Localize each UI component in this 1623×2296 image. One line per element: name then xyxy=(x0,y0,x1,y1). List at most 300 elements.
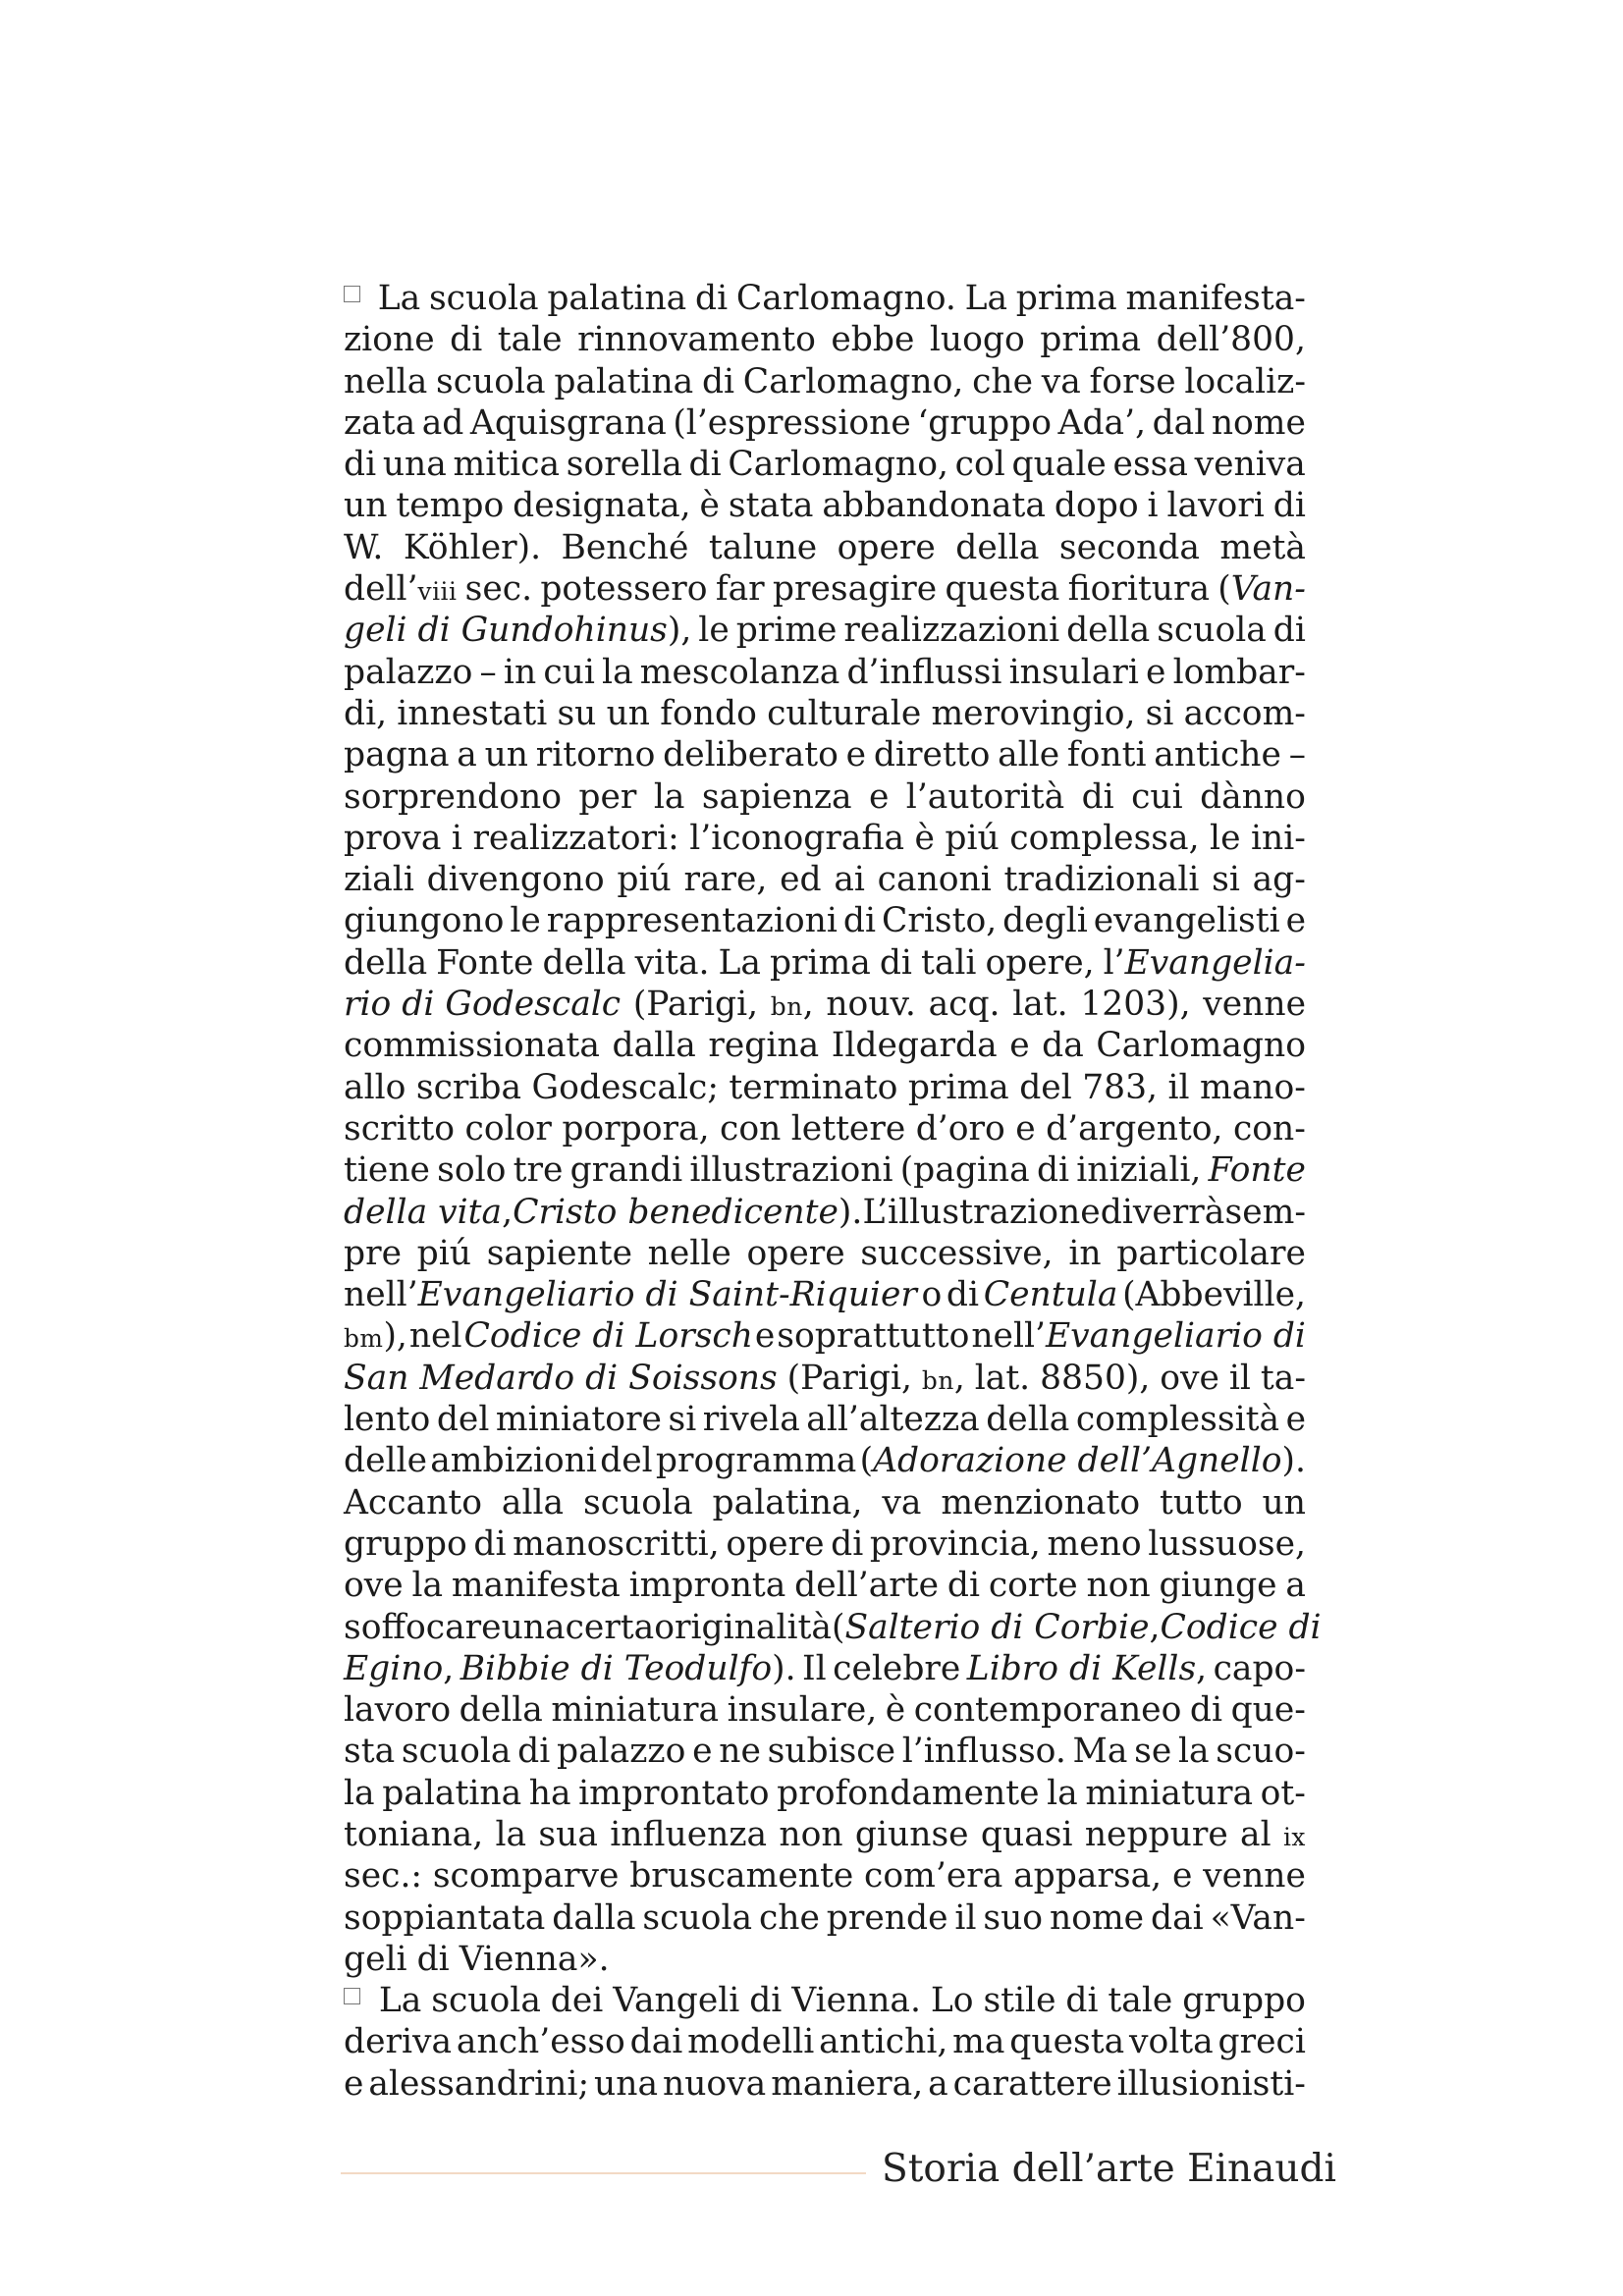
text-run: ag- xyxy=(1252,860,1306,900)
word xyxy=(831,319,914,360)
text-run: scuola xyxy=(435,361,546,401)
word xyxy=(1146,652,1165,693)
word xyxy=(1167,1067,1189,1108)
word xyxy=(941,1482,1140,1523)
text-run: Accanto xyxy=(344,1482,482,1522)
text-run: piú xyxy=(945,818,1000,858)
word xyxy=(536,734,656,775)
text-run: ma xyxy=(952,2022,1005,2062)
text-run: la xyxy=(653,776,685,817)
word xyxy=(417,1233,471,1274)
text-run: essa xyxy=(1112,445,1188,485)
text-run: ( xyxy=(1217,569,1231,610)
word xyxy=(344,402,415,444)
word xyxy=(692,1731,712,1772)
word xyxy=(344,1358,778,1399)
text-run: e xyxy=(1171,1856,1193,1896)
word xyxy=(713,1482,863,1523)
text-run: , xyxy=(802,985,814,1025)
word xyxy=(967,1648,1207,1689)
word xyxy=(344,444,376,485)
text-run: Vienna. xyxy=(791,1981,921,2021)
text-run: del xyxy=(600,1441,653,1481)
text-run: nel xyxy=(408,1316,462,1357)
text-run: grandi xyxy=(569,1150,683,1191)
word xyxy=(1251,818,1306,859)
text-run: di xyxy=(701,361,735,401)
text-run: La xyxy=(964,279,1008,318)
word xyxy=(1087,1565,1151,1606)
word xyxy=(984,1274,1118,1315)
text-run: innestati xyxy=(397,693,548,733)
word xyxy=(344,1233,402,1274)
text-run: (Abbeville, xyxy=(1122,1275,1306,1315)
word xyxy=(1283,1814,1306,1858)
word xyxy=(660,693,757,734)
word xyxy=(344,1689,451,1731)
text-run: pagna xyxy=(344,735,450,775)
word xyxy=(344,1440,427,1481)
word xyxy=(409,1315,462,1357)
word xyxy=(513,1523,720,1565)
word xyxy=(953,2063,1112,2105)
word xyxy=(480,652,497,693)
text-run: la xyxy=(1047,1773,1078,1813)
word xyxy=(538,1814,598,1855)
word xyxy=(1122,1274,1306,1315)
word xyxy=(404,527,541,568)
text-run: Carlomagno xyxy=(1096,1026,1306,1066)
word xyxy=(945,568,1059,610)
text-run: a xyxy=(457,735,477,775)
word xyxy=(1200,1067,1306,1108)
word xyxy=(831,1523,863,1565)
word xyxy=(1212,859,1240,900)
text-line xyxy=(344,485,1306,526)
text-line xyxy=(344,1399,1306,1440)
word xyxy=(654,1607,832,1648)
word xyxy=(496,1399,662,1440)
text-run: (pagina xyxy=(899,1150,1030,1191)
text-run: di xyxy=(947,1566,980,1606)
word xyxy=(463,1315,753,1357)
word xyxy=(368,2063,589,2105)
text-run: è xyxy=(699,486,720,526)
word xyxy=(972,361,1033,402)
text-run: Il xyxy=(802,1648,827,1688)
text-run: Vienna». xyxy=(459,1939,610,1979)
text-run: metà xyxy=(1219,527,1306,567)
word xyxy=(1066,610,1150,651)
word xyxy=(917,402,1052,444)
text-run: complessa, xyxy=(1009,818,1200,858)
text-run: originalità xyxy=(654,1607,832,1647)
text-run: ( xyxy=(859,1441,874,1481)
text-run: opere xyxy=(726,1523,825,1564)
text-run: iniziali, xyxy=(1076,1150,1202,1191)
word xyxy=(749,1980,782,2021)
word xyxy=(1076,1399,1279,1440)
word xyxy=(838,527,936,568)
word xyxy=(874,734,991,775)
text-run: un xyxy=(606,693,651,733)
word xyxy=(971,1315,1306,1357)
word xyxy=(746,1233,844,1274)
text-line xyxy=(344,1149,1306,1191)
text-run: dell’ xyxy=(344,569,418,610)
text-run: e xyxy=(1285,901,1306,941)
text-run: mescolanza xyxy=(639,652,840,692)
text-run: prima xyxy=(1040,320,1142,360)
text-run: luogo xyxy=(929,320,1025,360)
word xyxy=(402,1731,512,1772)
word xyxy=(566,1607,655,1648)
text-run: lettere xyxy=(790,1108,906,1148)
word xyxy=(344,984,621,1025)
text-run: tempo xyxy=(396,486,505,526)
text-line xyxy=(344,319,1306,360)
word xyxy=(1042,361,1081,402)
text-run: rare, xyxy=(683,860,768,900)
text-run: Ma xyxy=(1072,1732,1128,1772)
text-run: a xyxy=(928,2063,948,2104)
text-run: manoscritti, xyxy=(513,1523,720,1564)
text-run: fonti xyxy=(1066,735,1147,775)
word xyxy=(755,1315,775,1357)
text-run: opere xyxy=(837,527,936,567)
text-run: contemporaneo xyxy=(913,1690,1182,1731)
body-text xyxy=(344,278,1322,2105)
text-run: Köhler). xyxy=(403,527,542,567)
word xyxy=(430,1440,597,1481)
text-run: palatina, xyxy=(712,1482,863,1522)
text-run: tiene xyxy=(344,1150,430,1191)
text-run: prime xyxy=(735,611,838,651)
word xyxy=(1117,2063,1306,2105)
word xyxy=(1253,859,1306,900)
word xyxy=(794,1565,939,1606)
text-run: rivela xyxy=(702,1400,800,1440)
word xyxy=(344,1192,513,1233)
text-run: corte xyxy=(988,1566,1078,1606)
word xyxy=(728,1689,878,1731)
text-run: d’oro xyxy=(915,1108,1005,1148)
word xyxy=(663,2063,766,2105)
word xyxy=(513,485,691,526)
text-run: di xyxy=(749,1981,783,2021)
text-run: profondamente xyxy=(777,1773,1040,1813)
word xyxy=(869,776,889,818)
text-run: Evangeliario di xyxy=(1045,1316,1306,1357)
text-run: sapiente xyxy=(486,1233,632,1273)
word xyxy=(689,1149,893,1191)
text-run: volta xyxy=(1128,2022,1214,2062)
text-run: tali xyxy=(920,942,977,983)
text-run: viii xyxy=(417,577,458,607)
word xyxy=(855,1814,969,1855)
text-run: miniatore xyxy=(495,1400,662,1440)
word xyxy=(1101,1192,1225,1233)
text-run: Centula xyxy=(983,1275,1118,1315)
word xyxy=(532,1067,719,1108)
text-run: dell’arte xyxy=(794,1566,940,1606)
text-run: anch’esso xyxy=(456,2022,625,2062)
text-run: e xyxy=(344,2063,364,2104)
text-run: e xyxy=(1009,1026,1030,1066)
text-run: subisce xyxy=(767,1732,896,1772)
word xyxy=(344,900,504,941)
text-run: – xyxy=(479,652,497,692)
word xyxy=(718,942,760,984)
text-run: scomparve xyxy=(432,1856,620,1896)
word xyxy=(454,444,561,485)
text-run: que- xyxy=(1230,1690,1306,1731)
word xyxy=(436,942,533,984)
text-run: il xyxy=(954,1897,977,1938)
text-run: solo xyxy=(437,1150,507,1191)
text-run: manifesta- xyxy=(1125,279,1306,318)
word xyxy=(344,1523,467,1565)
word xyxy=(1229,1358,1251,1399)
word xyxy=(1068,1233,1101,1274)
word xyxy=(656,1440,857,1481)
text-run: di xyxy=(1189,1690,1223,1731)
word xyxy=(344,942,427,984)
text-run: in xyxy=(503,652,537,692)
word xyxy=(344,1149,430,1191)
word xyxy=(344,568,457,613)
text-run: ove xyxy=(1160,1358,1219,1398)
text-run: 8850), xyxy=(1040,1358,1151,1398)
word xyxy=(1273,610,1306,651)
word xyxy=(1042,1025,1084,1066)
text-run: ta- xyxy=(1260,1358,1306,1398)
word xyxy=(1153,402,1206,444)
text-run: ziali xyxy=(344,860,414,900)
word xyxy=(1058,402,1147,444)
word xyxy=(819,2021,947,2062)
text-run: vita. xyxy=(634,942,710,983)
word xyxy=(436,361,546,402)
word xyxy=(344,1980,369,2021)
word xyxy=(433,1855,620,1896)
text-run: zata xyxy=(344,402,416,443)
text-run: dai xyxy=(1150,1897,1204,1938)
text-run: geli di Gundohinus xyxy=(344,611,668,651)
text-run: i xyxy=(1147,486,1159,526)
word xyxy=(344,319,435,360)
text-run: gruppo xyxy=(1182,1981,1306,2021)
word xyxy=(1160,1565,1277,1606)
text-run: Evangelia- xyxy=(1124,942,1306,983)
text-run: delle xyxy=(344,1441,427,1481)
word xyxy=(702,776,852,818)
text-run: giungono xyxy=(344,901,505,941)
text-line xyxy=(344,1980,1306,2021)
text-run: per xyxy=(578,776,637,817)
text-run: La xyxy=(718,942,761,983)
text-run: dalla xyxy=(612,1026,696,1066)
word xyxy=(1184,693,1306,734)
text-run: localiz- xyxy=(1184,361,1306,401)
text-run: Van- xyxy=(1230,569,1306,610)
text-run: l’influsso. xyxy=(901,1732,1066,1772)
text-run: le xyxy=(698,611,730,651)
text-run: questa xyxy=(1009,2022,1125,2062)
text-run: e xyxy=(754,1316,776,1357)
text-run: tale xyxy=(497,320,563,360)
text-run: geli xyxy=(344,1939,407,1979)
word xyxy=(551,1689,719,1731)
word xyxy=(422,402,464,444)
text-run: dell’800, xyxy=(1156,320,1306,360)
text-run: e xyxy=(845,735,867,775)
text-run: prima xyxy=(907,1067,1009,1107)
word xyxy=(1125,278,1306,319)
text-run: di xyxy=(831,1523,864,1564)
text-line xyxy=(344,2021,1306,2062)
text-run: una xyxy=(382,445,447,485)
text-run: Aquisgrana xyxy=(469,402,667,443)
text-run: venne xyxy=(1203,1856,1306,1896)
text-line xyxy=(344,1565,1306,1606)
word xyxy=(860,1440,1306,1481)
word xyxy=(594,2063,658,2105)
word xyxy=(862,1192,1100,1233)
text-run: Cristo benedicente xyxy=(513,1192,839,1232)
word xyxy=(729,485,814,526)
text-run: di xyxy=(1272,486,1306,526)
text-run: della xyxy=(1066,611,1151,651)
text-run: a xyxy=(1285,1566,1306,1606)
text-line xyxy=(344,278,1306,319)
word xyxy=(716,568,765,610)
text-run: un xyxy=(344,486,388,526)
text-run: manifesta xyxy=(451,1566,621,1606)
text-run: su xyxy=(557,693,597,733)
word xyxy=(450,319,482,360)
text-run: bm xyxy=(344,1324,384,1354)
text-run: diretto xyxy=(873,735,991,775)
word xyxy=(1157,610,1267,651)
word xyxy=(1047,1773,1078,1814)
text-run: ot- xyxy=(1260,1773,1306,1813)
text-run: ed xyxy=(780,860,822,900)
text-run: e xyxy=(1015,1108,1036,1148)
word xyxy=(791,1980,921,2021)
word xyxy=(1178,1731,1210,1772)
word xyxy=(1240,1814,1271,1855)
text-run: 1203), xyxy=(1080,985,1191,1025)
word xyxy=(843,610,1059,651)
text-run: , xyxy=(953,1358,965,1398)
word xyxy=(344,278,369,319)
word xyxy=(1289,734,1306,775)
text-run: zione xyxy=(344,320,435,360)
section-square-icon xyxy=(344,1988,360,2004)
word xyxy=(577,319,816,360)
word xyxy=(396,485,504,526)
word xyxy=(600,1440,653,1481)
text-run: se xyxy=(1134,1732,1172,1772)
word xyxy=(900,1149,1030,1191)
word xyxy=(1131,776,1183,818)
word xyxy=(379,1980,421,2021)
text-run: ne xyxy=(719,1732,761,1772)
word xyxy=(1046,1108,1222,1149)
text-run: 783, xyxy=(1082,1067,1159,1107)
word xyxy=(770,942,871,984)
word xyxy=(529,1773,571,1814)
word xyxy=(1157,319,1306,360)
word xyxy=(689,444,722,485)
text-run: antichi, xyxy=(819,2022,948,2062)
word xyxy=(1231,1689,1306,1731)
word xyxy=(429,278,539,319)
word xyxy=(886,1689,905,1731)
word xyxy=(832,1025,998,1066)
text-run: d’argento, xyxy=(1046,1108,1223,1148)
text-run: certa xyxy=(565,1607,655,1647)
word xyxy=(1166,485,1264,526)
text-run: W. xyxy=(344,527,384,567)
word xyxy=(695,278,728,319)
text-run: culturale xyxy=(767,693,922,733)
word xyxy=(683,859,767,900)
text-run: illusionisti- xyxy=(1116,2063,1306,2104)
word xyxy=(843,900,876,941)
word xyxy=(513,1192,862,1233)
text-run: merovingio, xyxy=(931,693,1136,733)
text-run: si xyxy=(668,1400,697,1440)
text-run: deriva xyxy=(344,2022,453,2062)
text-run: la xyxy=(411,1566,444,1606)
text-run: rio di Godescalc xyxy=(344,985,622,1025)
text-run: all’altezza xyxy=(806,1400,980,1440)
text-run: miniatura xyxy=(551,1690,720,1731)
word xyxy=(344,1108,455,1149)
word xyxy=(613,1025,696,1066)
text-run: il xyxy=(1167,1067,1190,1107)
text-run: Salterio di Corbie xyxy=(844,1607,1150,1647)
word xyxy=(344,1315,407,1360)
text-run: una xyxy=(594,2063,659,2104)
word xyxy=(578,776,636,818)
word xyxy=(1154,734,1281,775)
word xyxy=(1073,1731,1128,1772)
word xyxy=(806,1399,979,1440)
word xyxy=(1047,1523,1141,1565)
word xyxy=(427,859,605,900)
text-line xyxy=(344,1814,1306,1855)
word xyxy=(908,1067,1009,1108)
text-run: un xyxy=(1262,1482,1306,1522)
word xyxy=(929,984,1001,1025)
text-run: allo xyxy=(344,1067,406,1107)
text-run: «Van- xyxy=(1210,1897,1306,1938)
text-line xyxy=(344,1233,1306,1274)
text-run: prima xyxy=(1015,279,1117,318)
text-run: opere xyxy=(746,1233,845,1273)
text-run: dai xyxy=(629,2022,683,2062)
word xyxy=(736,610,838,651)
text-run: da xyxy=(1042,1026,1084,1066)
text-run: prima xyxy=(769,942,871,983)
text-run: toniana, xyxy=(344,1814,484,1854)
word xyxy=(502,1607,566,1648)
text-run: col xyxy=(954,445,1005,485)
text-run: il xyxy=(1228,1358,1251,1398)
